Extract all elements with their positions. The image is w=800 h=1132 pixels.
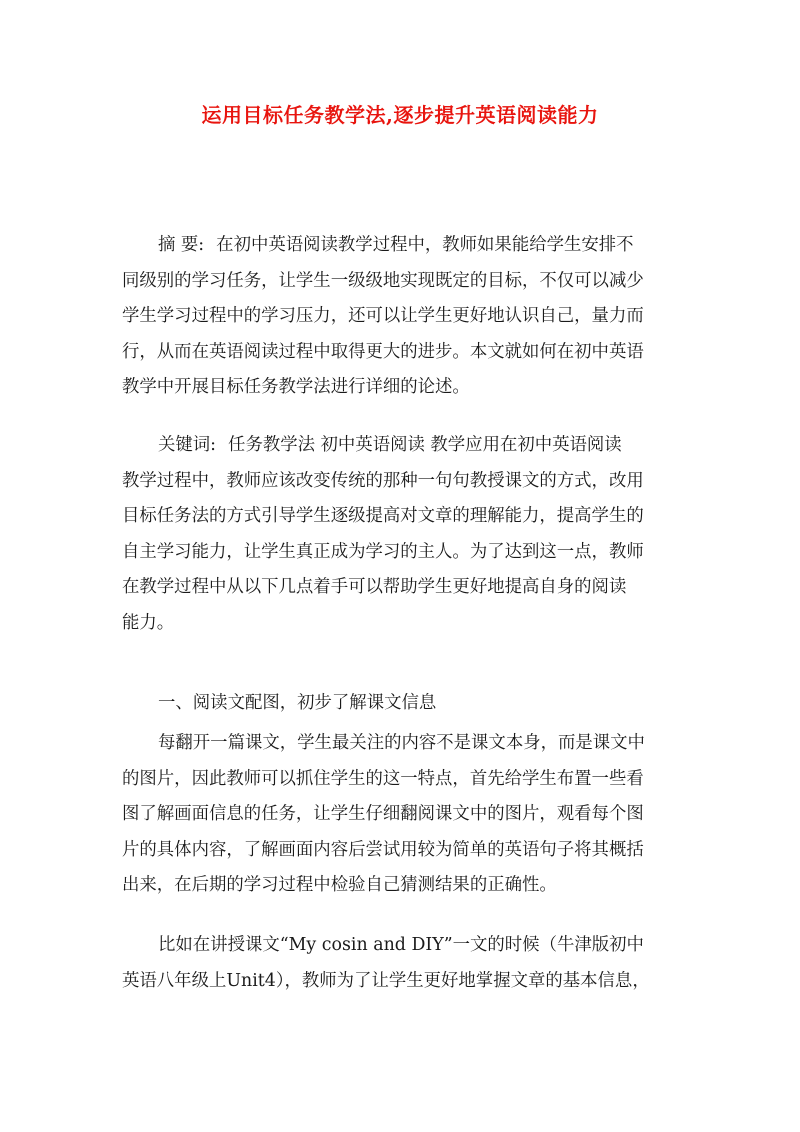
keywords-line: 教学过程中，教师应该改变传统的那种一句句教授课文的方式，改用 [122, 470, 644, 491]
paragraph-line: 每翻开一篇课文，学生最关注的内容不是课文本身，而是课文中 [158, 733, 645, 753]
paragraph-line: 出来，在后期的学习过程中检验自己猜测结果的正确性。 [122, 875, 557, 895]
paragraph-line: 比如在讲授课文“My cosin and DIY”一文的时候（牛津版初中 [158, 935, 644, 955]
keywords-line [122, 428, 682, 464]
keywords-paragraph [122, 428, 682, 641]
abstract-label: 摘 要: [158, 235, 205, 255]
abstract-line: 行，从而在英语阅读过程中取得更大的进步。本文就如何在初中英语 [122, 341, 644, 362]
keywords-line: 在教学过程中从以下几点着手可以帮助学生更好地提高自身的阅读 [122, 577, 627, 597]
body-paragraph-2 [122, 928, 682, 999]
abstract-line: 教学中开展目标任务教学法进行详细的论述。 [122, 377, 470, 397]
abstract-text: 在初中英语阅读教学过程中，教师如果能给学生安排不 [216, 235, 634, 255]
keywords-line: 能力。 [122, 612, 175, 633]
document-title: 运用目标任务教学法,逐步提升英语阅读能力 [201, 103, 599, 127]
keywords-text: 任务教学法 初中英语阅读 教学应用在初中英语阅读 [228, 435, 622, 455]
keywords-label: 关键词: [158, 435, 217, 455]
abstract-line [122, 228, 682, 264]
paragraph-line: 图了解画面信息的任务，让学生仔细翻阅课文中的图片，观看每个图 [122, 804, 644, 824]
keywords-line: 目标任务法的方式引导学生逐级提高对文章的理解能力，提高学生的 [122, 506, 644, 526]
keywords-line: 自主学习能力，让学生真正成为学习的主人。为了达到这一点，教师 [122, 541, 644, 562]
paragraph-line: 英语八年级上Unit4），教师为了让学生更好地掌握文章的基本信息， [122, 970, 650, 991]
abstract-line: 同级别的学习任务，让学生一级级地实现既定的目标，不仅可以减少 [122, 270, 644, 291]
paragraph-line: 片的具体内容，了解画面内容后尝试用较为简单的英语句子将其概括 [122, 839, 644, 860]
body-paragraph-1 [122, 726, 682, 904]
paragraph-line: 的图片，因此教师可以抓住学生的这一特点，首先给学生布置一些看 [122, 768, 644, 789]
section-heading: 一、阅读文配图，初步了解课文信息 [158, 693, 437, 713]
abstract-paragraph [122, 228, 682, 406]
abstract-line: 学生学习过程中的学习压力，还可以让学生更好地认识自己，量力而 [122, 306, 644, 326]
section-heading-block [122, 686, 682, 722]
